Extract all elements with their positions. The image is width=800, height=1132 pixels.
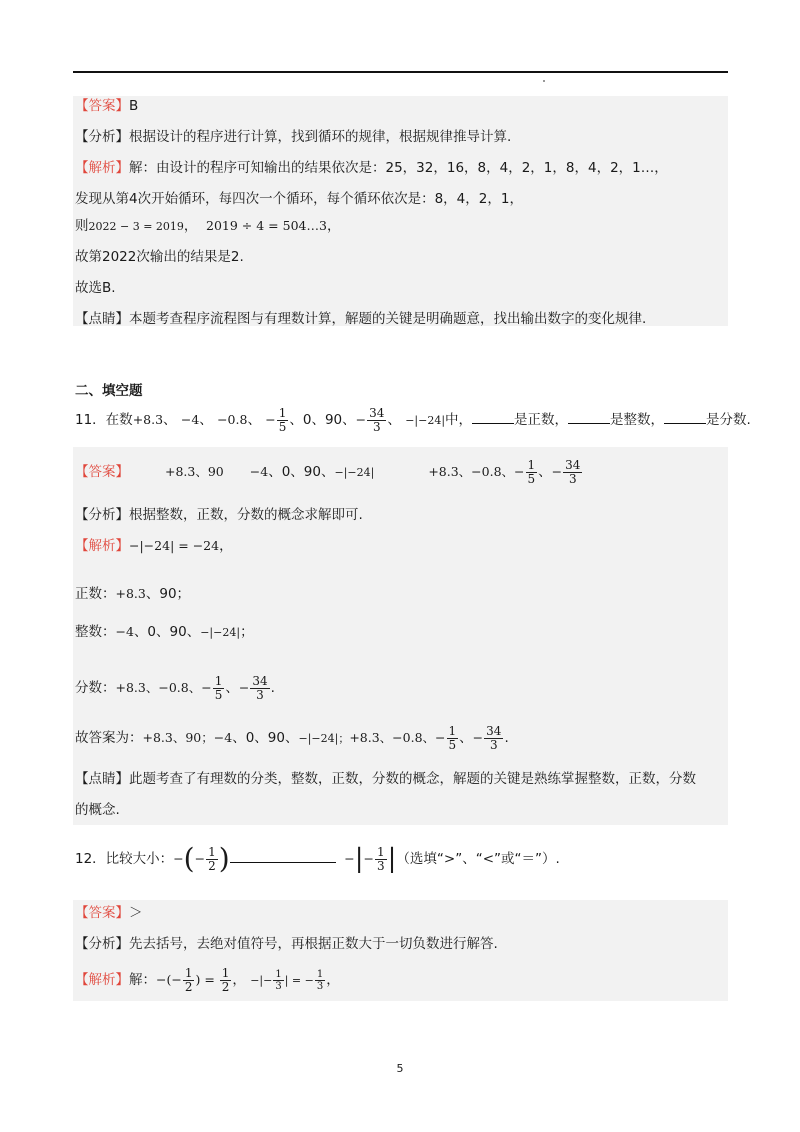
denominator: 2: [208, 858, 216, 873]
blank-fraction[interactable]: [664, 411, 706, 424]
comment-tag: 【点睛】: [75, 311, 129, 327]
minus-sign: −: [173, 851, 184, 866]
fractions-label: 分数：: [75, 680, 116, 696]
q11-positives: [75, 584, 190, 604]
header-rule: [73, 71, 728, 73]
minus-sign: −: [363, 851, 374, 866]
minus-sign: −: [344, 851, 355, 866]
q10-solution-line-1: [75, 158, 668, 178]
minus-sign: −: [435, 730, 446, 745]
expr: | = −: [284, 974, 314, 987]
solution-tag: 【解析】: [75, 160, 129, 176]
final-positives: +8.3、90；: [142, 730, 214, 745]
blank-positive[interactable]: [472, 411, 514, 424]
sep: 、: [163, 412, 177, 428]
sep: 、: [387, 412, 401, 428]
q11-analysis: [75, 505, 363, 525]
comma: ，: [326, 218, 341, 234]
q10-solution-line-4: 故第2022次输出的结果是2.: [75, 249, 244, 265]
page-number: 5: [396, 1062, 404, 1075]
numerator: 1: [527, 457, 536, 472]
comment-tag: 【点睛】: [75, 771, 129, 787]
q12-solution: [75, 962, 340, 999]
stem-text: 是整数，: [610, 412, 665, 428]
integers-mid: 、0、90、: [133, 624, 201, 640]
q10-solution-line-2: 发现从第4次开始循环，每四次一个循环，每个循环依次是：8，4，2，1，: [75, 191, 523, 207]
q10-analysis: [75, 127, 511, 147]
numerator: 1: [208, 844, 216, 859]
numerator: 1: [184, 965, 193, 980]
then-text: 则: [75, 218, 89, 234]
equation-1: 2022 − 3 = 2019: [88, 220, 184, 233]
left-paren: (: [183, 842, 195, 875]
fraction-34-3: [250, 675, 269, 702]
sep: 、: [199, 412, 213, 428]
numerator: 1: [278, 405, 287, 420]
period: .: [270, 680, 275, 696]
sep: 、: [247, 412, 261, 428]
denominator: 3: [563, 472, 582, 486]
q11-comment-line-1: [75, 769, 696, 789]
positives-label: 正数：: [75, 586, 116, 602]
fraction-1-5: [213, 675, 225, 702]
fraction-1-2: [206, 846, 218, 873]
q11-stem-num: 11．在数: [75, 412, 133, 428]
numerator: 1: [316, 968, 324, 980]
integers-value: −4: [115, 624, 134, 639]
analysis-tag: 【分析】: [75, 936, 129, 952]
numerator: 34: [486, 723, 502, 738]
analysis-text: 根据整数，正数，分数的概念求解即可.: [129, 507, 363, 523]
final-label: 故答案为：: [75, 730, 143, 746]
q10-answer: [75, 96, 138, 116]
comma: ，: [219, 538, 233, 554]
final-integers-abs: −|−24|；: [298, 732, 350, 745]
q10-comment: [75, 309, 646, 329]
denominator: 3: [367, 420, 386, 434]
answer-integers: −4: [249, 464, 269, 479]
number-plus-8-3: +8.3: [132, 412, 164, 427]
q11-answer: [75, 450, 583, 495]
stem-text: 是正数，: [514, 412, 569, 428]
denominator: 5: [448, 737, 457, 752]
expr: −|−: [250, 974, 273, 987]
numerator: 1: [275, 968, 282, 980]
q12-stem-num: 12．比较大小：: [75, 851, 174, 867]
minus-sign: −: [551, 464, 563, 479]
blank-compare[interactable]: [230, 850, 336, 863]
minus-sign: −: [265, 412, 276, 427]
fraction-1-2: [183, 967, 195, 994]
answer-tag: 【答案】: [75, 905, 129, 921]
denominator: 5: [214, 687, 223, 702]
solution-prefix: 解：: [129, 972, 156, 988]
q11-integers: [75, 618, 254, 647]
fraction-1-5: [447, 725, 459, 752]
solution-tag: 【解析】: [75, 972, 129, 988]
denominator: 3: [484, 738, 503, 752]
integers-label: 整数：: [75, 624, 116, 640]
positives-value: +8.3: [115, 586, 146, 601]
abs-bar-left: |: [354, 844, 364, 874]
solution-equation: −|−24| = −24: [129, 538, 220, 553]
blank-integer[interactable]: [568, 411, 610, 424]
mid-text: 、0、90、: [289, 412, 356, 428]
abs-bar-right: |: [387, 844, 397, 874]
equation-2: 2019 ÷ 4 = 504…3: [206, 218, 327, 233]
sep: 、: [459, 730, 473, 746]
q12-answer: [75, 903, 143, 923]
numerator: 34: [565, 457, 581, 472]
q10-solution-line-3: [75, 216, 340, 237]
comma: ，: [232, 972, 246, 988]
comma: ，: [183, 218, 198, 234]
fraction-34-3: [484, 725, 503, 752]
denominator: 5: [278, 419, 287, 434]
fraction-1-3: [315, 969, 325, 992]
expr: ) =: [195, 972, 219, 987]
fractions-value: +8.3、−0.8、: [115, 680, 202, 695]
answer-tag: 【答案】: [75, 464, 129, 480]
stem-tail: （选填“>”、“<”或“＝”）.: [396, 851, 560, 867]
final-integers: −4: [213, 730, 233, 745]
denominator: 2: [184, 979, 193, 994]
sep: 、: [225, 680, 239, 696]
minus-sign: −: [194, 851, 206, 866]
answer-positives: +8.3、90: [165, 464, 224, 479]
fraction-1-3: [273, 969, 283, 992]
right-paren: ): [218, 842, 230, 875]
numerator: 1: [214, 673, 223, 688]
q11-fractions: [75, 668, 275, 708]
section-title: 二、填空题: [75, 383, 143, 399]
answer-integers-mid: 、0、90、: [268, 464, 335, 480]
answer-integers-abs: −|−24|: [334, 466, 375, 479]
answer-value: ＞: [129, 905, 143, 921]
denominator: 3: [316, 980, 324, 992]
abs-value-expression: −|−24|: [405, 414, 446, 427]
answer-tag: 【答案】: [75, 98, 129, 114]
fraction-1-5: [277, 407, 289, 434]
minus-sign: −: [201, 680, 212, 695]
fraction-34-3: [367, 407, 386, 434]
fraction-1-3: [375, 846, 387, 873]
stem-text: 中，: [445, 412, 473, 428]
minus-sign: −: [514, 464, 525, 479]
q11-comment-line-2: 的概念.: [75, 802, 120, 818]
number-minus-0-8: −0.8: [217, 412, 248, 427]
denominator: 3: [275, 980, 282, 992]
analysis-text: 根据设计的程序进行计算，找到循环的规律，根据规律推导计算.: [129, 129, 512, 145]
header-dot: [543, 80, 545, 82]
comma: ，: [326, 972, 340, 988]
denominator: 5: [527, 471, 536, 486]
minus-sign: −: [355, 412, 367, 427]
numerator: 1: [221, 965, 230, 980]
analysis-text: 先去括号，去绝对值符号，再根据正数大于一切负数进行解答.: [129, 936, 498, 952]
stem-text: 是分数.: [706, 412, 751, 428]
comment-text: 此题考查了有理数的分类，整数，正数，分数的概念，解题的关键是熟练掌握整数，正数，分数: [129, 771, 696, 787]
q10-solution-line-5: 故选B.: [75, 280, 116, 296]
fraction-1-5: [526, 459, 538, 486]
numerator: 1: [377, 844, 385, 859]
analysis-tag: 【分析】: [75, 507, 129, 523]
answer-value: B: [129, 98, 139, 114]
fraction-34-3: [563, 459, 582, 486]
q12-stem: [75, 836, 560, 882]
minus-sign: −: [238, 680, 250, 695]
positives-rest: 、90；: [145, 586, 191, 602]
q11-stem: [75, 400, 751, 441]
q11-solution-eq: [75, 536, 233, 556]
period: .: [504, 730, 509, 746]
q12-analysis: [75, 934, 498, 954]
answer-fractions: +8.3、−0.8、: [428, 464, 515, 479]
final-fractions: +8.3、−0.8、: [349, 730, 436, 745]
numerator: 1: [448, 723, 457, 738]
solution-text: 解：由设计的程序可知输出的结果依次是：25，32，16，8，4，2，1，8，4，2，1…，: [129, 160, 668, 176]
numerator: 34: [252, 673, 268, 688]
denominator: 2: [221, 979, 230, 994]
solution-tag: 【解析】: [75, 538, 129, 554]
fraction-1-2: [220, 967, 232, 994]
minus-sign: −: [472, 730, 484, 745]
denominator: 3: [250, 688, 269, 702]
numerator: 34: [369, 405, 385, 420]
expr: −(−: [156, 972, 182, 987]
sep: 、: [538, 464, 552, 480]
comment-text: 本题考查程序流程图与有理数计算，解题的关键是明确题意，找出输出数字的变化规律.: [129, 311, 647, 327]
number-minus-4: −4: [180, 412, 200, 427]
integers-abs: −|−24|: [200, 626, 241, 639]
semicolon: ；: [240, 624, 254, 640]
denominator: 3: [377, 858, 385, 873]
final-integers-mid: 、0、90、: [232, 730, 299, 746]
analysis-tag: 【分析】: [75, 129, 129, 145]
q11-final-answer: [75, 718, 509, 759]
